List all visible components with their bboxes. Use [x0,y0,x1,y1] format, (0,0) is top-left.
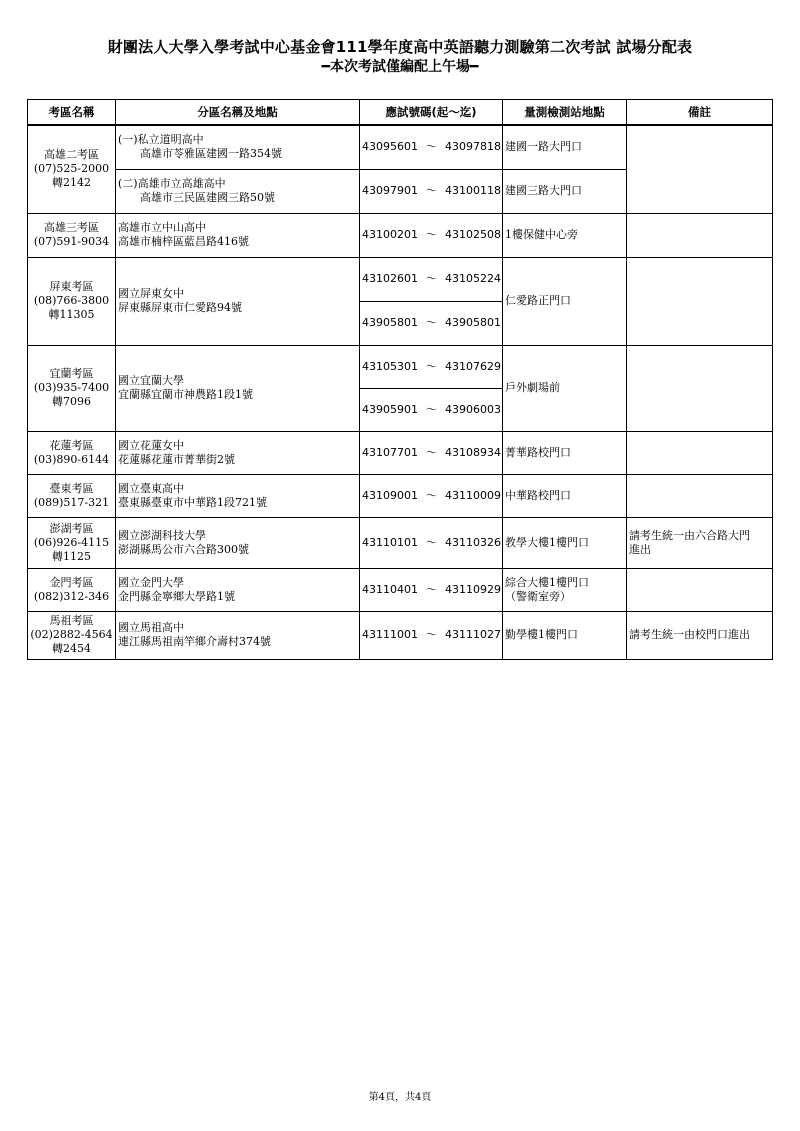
header-site: 分區名稱及地點 [116,100,360,126]
range-cell: 43107701 ～ 43108934 [360,431,503,474]
site-cell: 國立屏東女中 屏東縣屏東市仁愛路94號 [116,257,360,345]
note-cell [627,257,773,345]
table-row [28,431,773,474]
gate-cell: 建國一路大門口 [503,125,627,169]
area-cell: 金門考區 (082)312-346 [28,568,116,611]
gate-cell: 教學大樓1樓門口 [503,517,627,568]
site-cell: (二)高雄市立高雄高中 高雄市三民區建國三路50號 [116,169,360,213]
range-cell: 43105301 ～ 43107629 [360,345,503,388]
header-area: 考區名稱 [28,100,116,126]
gate-cell: 戶外劇場前 [503,345,627,431]
area-cell: 宜蘭考區 (03)935-7400 轉7096 [28,345,116,431]
gate-cell: 勤學樓1樓門口 [503,611,627,659]
range-cell: 43111001 ～ 43111027 [360,611,503,659]
page-footer: 第4頁，共4頁 [368,1092,432,1103]
note-cell [627,213,773,257]
gate-cell: 建國三路大門口 [503,169,627,213]
header-range: 應試號碼(起～迄) [360,100,503,126]
page-title: 財團法人大學入學考試中心基金會111學年度高中英語聽力測驗第二次考試 試場分配表 [107,38,693,56]
area-cell: 澎湖考區 (06)926-4115 轉1125 [28,517,116,568]
range-cell: 43100201 ～ 43102508 [360,213,503,257]
gate-cell: 菁華路校門口 [503,431,627,474]
page-subtitle: ━本次考試僅編配上午場━ [321,59,479,75]
table-header-row [28,100,773,126]
site-cell: 國立臺東高中 臺東縣臺東市中華路1段721號 [116,474,360,517]
table-row [28,568,773,611]
header-gate: 量測檢測站地點 [503,100,627,126]
gate-cell: 綜合大樓1樓門口 （警衛室旁） [503,568,627,611]
note-cell [627,568,773,611]
area-cell: 高雄三考區 (07)591-9034 [28,213,116,257]
note-cell: 請考生統一由六合路大門 進出 [627,517,773,568]
table-row [28,213,773,257]
site-cell: 高雄市立中山高中 高雄市楠梓區藍昌路416號 [116,213,360,257]
table-row [28,257,773,301]
range-cell: 43097901 ～ 43100118 [360,169,503,213]
site-cell: 國立花蓮女中 花蓮縣花蓮市菁華街2號 [116,431,360,474]
site-cell: 國立馬祖高中 連江縣馬祖南竿鄉介壽村374號 [116,611,360,659]
range-cell: 43110401 ～ 43110929 [360,568,503,611]
exam-site-table [27,99,773,660]
range-cell: 43905801 ～ 43905801 [360,301,503,345]
header-note: 備註 [627,100,773,126]
gate-cell: 1樓保健中心旁 [503,213,627,257]
table-row [28,474,773,517]
site-cell: 國立澎湖科技大學 澎湖縣馬公市六合路300號 [116,517,360,568]
note-cell [627,474,773,517]
site-cell: 國立金門大學 金門縣金寧鄉大學路1號 [116,568,360,611]
area-cell: 屏東考區 (08)766-3800 轉11305 [28,257,116,345]
site-cell: 國立宜蘭大學 宜蘭縣宜蘭市神農路1段1號 [116,345,360,431]
table-row [28,517,773,568]
area-cell: 高雄二考區 (07)525-2000 轉2142 [28,125,116,213]
table-row [28,125,773,169]
site-cell: (一)私立道明高中 高雄市苓雅區建國一路354號 [116,125,360,169]
range-cell: 43905901 ～ 43906003 [360,388,503,431]
range-cell: 43109001 ～ 43110009 [360,474,503,517]
note-cell: 請考生統一由校門口進出 [627,611,773,659]
area-cell: 花蓮考區 (03)890-6144 [28,431,116,474]
area-cell: 臺東考區 (089)517-321 [28,474,116,517]
gate-cell: 中華路校門口 [503,474,627,517]
note-cell [627,431,773,474]
note-cell [627,345,773,431]
note-cell [627,125,773,213]
range-cell: 43102601 ～ 43105224 [360,257,503,301]
range-cell: 43095601 ～ 43097818 [360,125,503,169]
table-row [28,345,773,388]
table-row [28,611,773,659]
area-cell: 馬祖考區 (02)2882-4564 轉2454 [28,611,116,659]
gate-cell: 仁愛路正門口 [503,257,627,345]
range-cell: 43110101 ～ 43110326 [360,517,503,568]
